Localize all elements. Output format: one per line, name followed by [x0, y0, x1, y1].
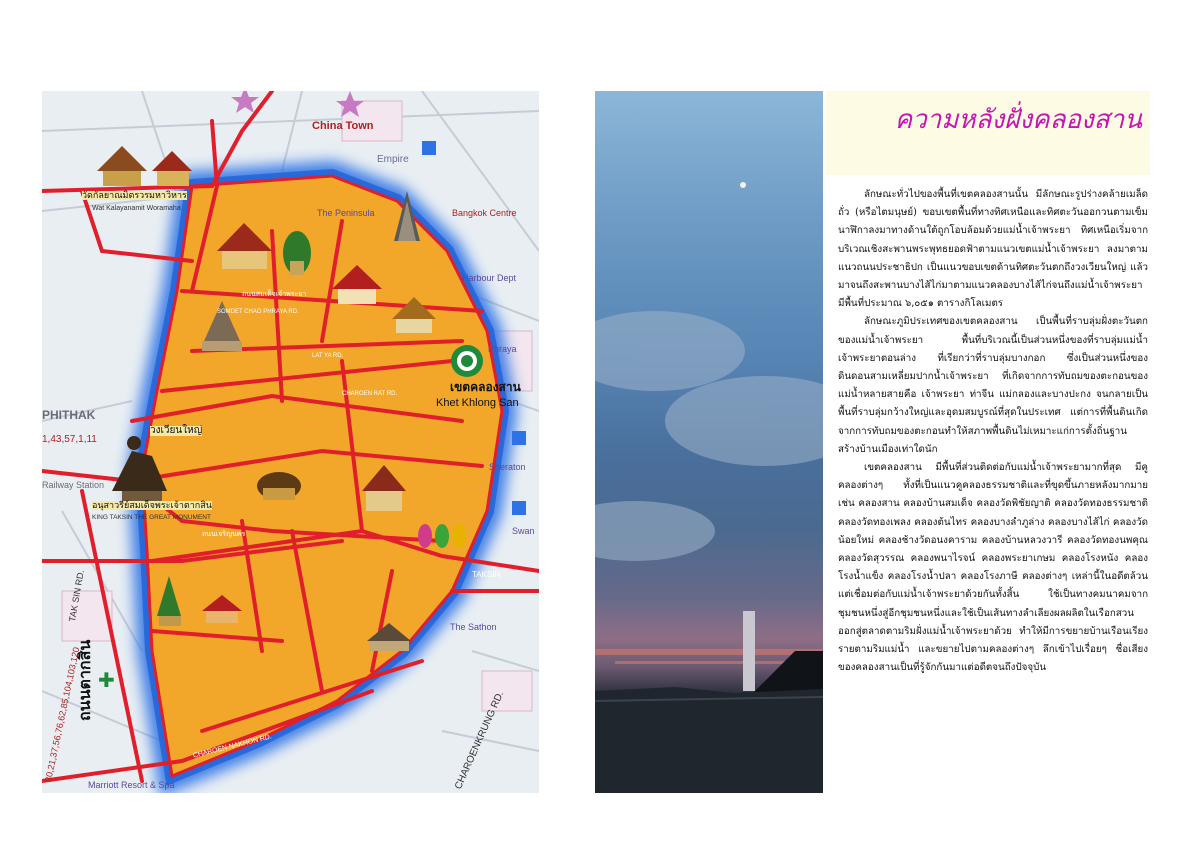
district-emblem-icon [451, 345, 483, 377]
label-khet-thai: เขตคลองสาน [450, 380, 521, 394]
temple-icon [97, 146, 192, 186]
label-the-peninsula: The Peninsula [317, 208, 375, 218]
article-body [838, 186, 1148, 677]
label-road-nakhon: ถนนเจริญนคร [202, 531, 246, 538]
moon-icon [740, 182, 746, 188]
river-water [595, 687, 823, 793]
temple-icon [418, 524, 466, 548]
paragraph: ลักษณะทั่วไปของพื้นที่เขตคลองสานนั้น มีลักษณะรูปร่างคล้ายเมล็ดถั่ว (หรือไตมนุษย์) ขอบเขตพื้นที่ทางทิศเหนือและทิศตะวันออกวนตามเข็มนาฬิกาลงมาทางด้านใต้ถูกโอบล้อมด้วยแม่น้ำเจ้าพระยา ทิศเหนือเริ่มจากบริเวณเชิงสะพานพระพุทธยอดฟ้าตามแนวเขตแม่น้ำเจ้าพระยา ลงมาตามแนวถนนประชาธิปก เป็นแนวขอบเขตด้านทิศตะวันตกถึงวงเวียนใหญ่ แล้วมาจนถึงสะพานบางไส้ไก่มาตามแนวคลองบางไส้ไก่จนถึงแม่น้ำเจ้าพระยา มีพื้นที่ประมาณ ๖,๐๕๑ ตารางกิโลเมตร [838, 189, 1148, 310]
photo-graphic [595, 91, 823, 793]
dusk-river-photo [595, 91, 823, 793]
label-charoen-rat: CHAROEN RAT RD. [342, 391, 398, 397]
paragraph: เขตคลองสาน มีพื้นที่ส่วนติดต่อกับแม่น้ำเจ้าพระยามากที่สุด มีคูคลองต่างๆ ทั้งที่เป็นแนวคูคลองธรรมชาติและที่ขุดขึ้นภายหลังมากมาย เช่น คลองสาน คลองบ้านสมเด็จ คลองวัดพิชัยญาติ คลองวัดทองธรรมชาติ คลองวัดทองเพลง คลองต้นไทร คลองบางลำภูล่าง คลองบางไส้ไก่ คลองวัดน้อยใหม่ คลองช้างวัดอนงคาราม คลองบ้านหลวงวารี คลองวัดทองนพคุณ คลองวัดสุวรรณ คลองพนาไรจน์ คลองพระยาเกษม คลองโรงหนัง คลองโรงน้ำแข็ง คลองโรงน้ำปลา คลองโรงภาษี คลองต่างๆ เหล่านี้ในอดีตล้วนแต่เชื่อมต่อกับแม่น้ำเจ้าพระยาด้วยกันทั้งสิ้น ใช้เป็นทางคมนาคมจากชุมชนหนึ่งสู่อีกชุมชนหนึ่งและใช้เป็นเส้นทางลำเลียงผลผลิตในเรือกสวนออกสู่ตลาดตามริมฝั่งแม่น้ำเจ้าพระยาด้วย ทำให้มีการขยายบ้านเรือนเรียงรายตามริมแม่น้ำ และขยายไปตามคลองต่างๆ ลึกเข้าไปเรื่อยๆ ชื่อเสียงของคลองสานเป็นที่รู้จักกันมาแต่อดีตจนถึงปัจจุบัน [838, 462, 1148, 674]
label-wat-kalayanamit: วัดกัลยาณมิตรวรมหาวิหาร [82, 190, 187, 200]
chimney-tower [743, 611, 755, 691]
label-taksin: TAKSIN [472, 570, 501, 579]
district-map [42, 91, 539, 793]
label-charoen-nakhon: CHAROEN NAKHON RD. [192, 733, 273, 760]
label-phraya: Phraya [488, 344, 517, 354]
label-monument-thai: อนุสาวรีย์สมเด็จพระเจ้าตากสิน [92, 500, 212, 510]
label-empire: Empire [377, 154, 409, 165]
label-harbour: Harbour Dept [462, 273, 517, 283]
label-monument-en: KING TAKSIN THE GREAT MONUMENT [92, 514, 211, 521]
page-title: ความหลังฝั่งคลองสาน [894, 105, 1142, 135]
label-thanon-thai: ถนนตากสิน [77, 639, 94, 721]
label-marriott: Marriott Resort & Spa [88, 780, 175, 790]
label-bangkok-centre: Bangkok Centre [452, 208, 517, 218]
title-box [826, 91, 1150, 175]
label-road-somdet: ถนนสมเด็จเจ้าพระยา [242, 291, 307, 298]
label-somdet: SOMDET CHAO PHRAYA RD. [217, 309, 299, 315]
label-charoenkrung: CHAROENKRUNG RD. [453, 689, 507, 792]
label-swan: Swan [512, 526, 535, 536]
paragraph: ลักษณะภูมิประเทศของเขตคลองสาน เป็นพื้นที่ราบลุ่มฝั่งตะวันตกของแม่น้ำเจ้าพระยา พื้นที่บริเวณนี้เป็นส่วนหนึ่งของที่ราบลุ่มแม่น้ำเจ้าพระยาตอนล่าง ที่เรียกว่าที่ราบลุ่มบางกอก ซึ่งเป็นส่วนหนึ่งของดินดอนสามเหลี่ยมปากน้ำเจ้าพระยา ที่เกิดจากการทับถมของตะกอนของแม่น้ำหลายสายคือ เจ้าพระยา ท่าจีน แม่กลองและบางปะกง จนกลายเป็นพื้นที่ราบลุ่มกว้างใหญ่และอุดมสมบูรณ์ที่สุดในประเทศ แต่การที่พื้นดินเกิดจากการทับถมของตะกอนทำให้สภาพพื้นดินไม่เหมาะแก่การตั้งถิ่นฐานสร้างบ้านเมืองเท่าใดนัก [838, 316, 1148, 455]
label-phone-vertical: 30,21,37,56,76,62,85,104,103,120 [43, 646, 82, 783]
temple-icon [257, 472, 301, 500]
label-phone-numbers: 1,43,57,1,11 [42, 434, 97, 445]
pharmacy-cross-icon: ✚ [98, 670, 115, 692]
label-khet-en: Khet Khlong San [436, 397, 519, 409]
label-phithak: PHITHAK [42, 408, 96, 422]
label-wat-kalayanamit-en: Wat Kalayanamit Woramaha [92, 205, 181, 212]
label-the-sathon: The Sathon [450, 622, 497, 632]
temple-icon [283, 231, 311, 275]
label-railway-station: Railway Station [42, 480, 105, 490]
clouds [595, 311, 823, 561]
label-lat-ya: LAT YA RD. [312, 353, 344, 359]
label-wongwian-yai: วงเวียนใหญ่ [150, 425, 203, 436]
label-sheraton: Sheraton [489, 462, 526, 472]
label-china-town: China Town [312, 120, 374, 132]
label-tak-sin-rd: TAK SIN RD. [67, 569, 86, 623]
